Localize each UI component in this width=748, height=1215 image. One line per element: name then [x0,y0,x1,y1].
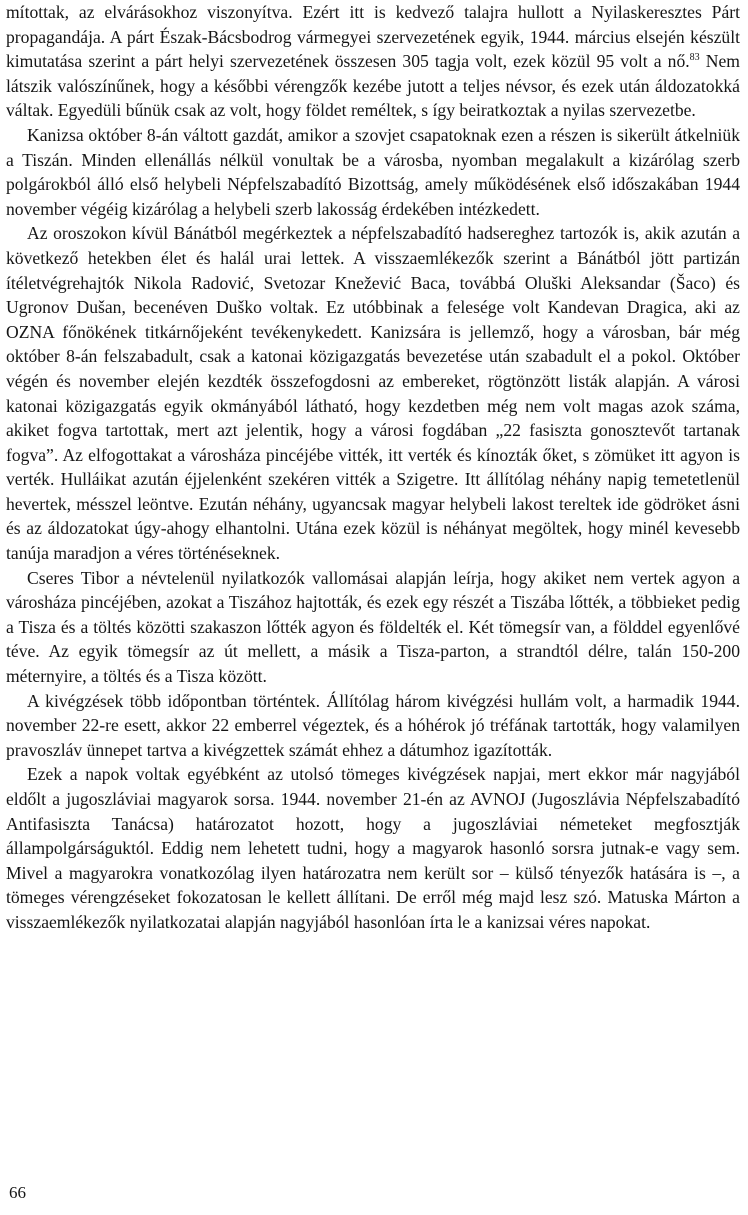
paragraph-1-continuation: Nem látszik valószínűnek, hogy a későbbi vérengzők kezébe jutott a teljes névsor, és ezek után áldozatokká váltak. Egyedüli bűnük csak az volt, hogy földet reméltek, s így beiratkoztak a nyilas szervezetbe. [6,51,740,121]
paragraph-1 [6,0,740,123]
paragraph-3: Az oroszokon kívül Bánátból megérkeztek a népfelszabadító hadsereghez tartozók is, akik azután a következő hetekben élet és halál urai lettek. A visszaemlékezők szerint a Bánátból jött partizán ítéletvégrehajtók Nikola Radović, Svetozar Knežević Baca, továbbá Oluški Aleksandar (Šaco) és Ugronov Dušan, becenéven Duško voltak. Ez utóbbinak a felesége volt Kandevan Dragica, aki az OZNA főnökének titkárnőjeként tevékenykedett. Kanizsára is jellemző, hogy a városban, bár még október 8-án felszabadult, csak a katonai közigazgatás bevezetése után szabadult el a pokol. Október végén és november elején kezdték összefogdosni az embereket, rögtönzött listák alapján. A városi katonai közigazgatás egyik okmányából látható, hogy kezdetben még nem volt magas azok száma, akiket fogva tartottak, mert azt jelentik, hogy a városi fogdában „22 fasiszta gonosztevőt tartanak fogva”. Az elfogottakat a városháza pincéjébe vitték, itt verték és kínozták őket, s zömüket itt agyon is verték. Hulláikat azután éjjelenként szekéren vitték a Szigetre. Itt állítólag néhány napig temetetlenül hevertek, mésszel leöntve. Ezután néhány, ugyancsak magyar helybeli lakost tereltek ide gödröket ásni és az áldozatokat úgy-ahogy elhantolni. Utána ezek közül is néhányat megöltek, hogy minél kevesebb tanúja maradjon a véres történéseknek. [6,223,740,564]
page-number: 66 [9,1183,26,1202]
paragraph-5: A kivégzések több időpontban történtek. Állítólag három kivégzési hullám volt, a harmadik 1944. november 22-re esett, akkor 22 emberrel végeztek, és a hóhérok jó tréfának tartották, hogy valamilyen pravoszláv ünnepet tartva a kivégzettek számát ehhez a dátumhoz igazították. [6,690,740,760]
paragraph-6: Ezek a napok voltak egyébként az utolsó tömeges kivégzések napjai, mert ekkor már nagyjából eldőlt a jugoszláviai magyarok sorsa. 1944. november 21-én az AVNOJ (Jugoszlávia Népfelszabadító Antifasiszta Tanácsa) határozatot hozott, hogy a jugoszláviai németeket megfosztják állampolgárságuktól. Eddig nem lehetett tudni, hogy a magyarok hasonló sorsra jutnak-e vagy sem. Mivel a magyarokra vonatkozólag ilyen határozatra nem került sor – külső tényezők hatására is –, a tömeges vérengzéseket fokozatosan le kellett állítani. De erről még majd lesz szó. Matuska Márton a visszaemlékezők nyilatkozatai alapján nagyjából hasonlóan írta le a kanizsai véres napokat. [6,764,740,932]
footnote-ref-83[interactable]: 83 [689,52,700,64]
paragraph-1-text: mítottak, az elvárásokhoz viszonyítva. Ezért itt is kedvező talajra hullott a Nyilaskeresztes Párt propagandája. A párt Észak-Bácsbodrog vármegyei szervezetének egyik, 1944. március elsején készült kimutatása szerint a párt helyi szervezetének összesen 305 tagja volt, ezek közül 95 volt a nő. [6,2,740,72]
body-text [6,0,740,935]
paragraph-2: Kanizsa október 8-án váltott gazdát, amikor a szovjet csapatoknak ezen a részen is sikerült átkelniük a Tiszán. Minden ellenállás nélkül vonultak be a városba, nyomban megalakult a kizárólag szerb polgárokból álló első helybeli Népfelszabadító Bizottság, amely működésének első időszakában 1944 november végéig kizárólag a helybeli szerb lakosság érdekében intézkedett. [6,124,740,219]
paragraph-4: Cseres Tibor a névtelenül nyilatkozók vallomásai alapján leírja, hogy akiket nem vertek agyon a városháza pincéjében, azokat a Tiszához hajtották, és ezek egy részét a Tiszába lőtték, a többieket pedig a Tisza és a töltés közötti szakaszon lőtték agyon és földelték el. Két tömegsír van, a földdel egyenlővé téve. Az egyik tömegsír az út mellett, a másik a Tisza-parton, a strandtól délre, talán 150-200 méternyire, a töltés és a Tisza között. [6,567,740,687]
